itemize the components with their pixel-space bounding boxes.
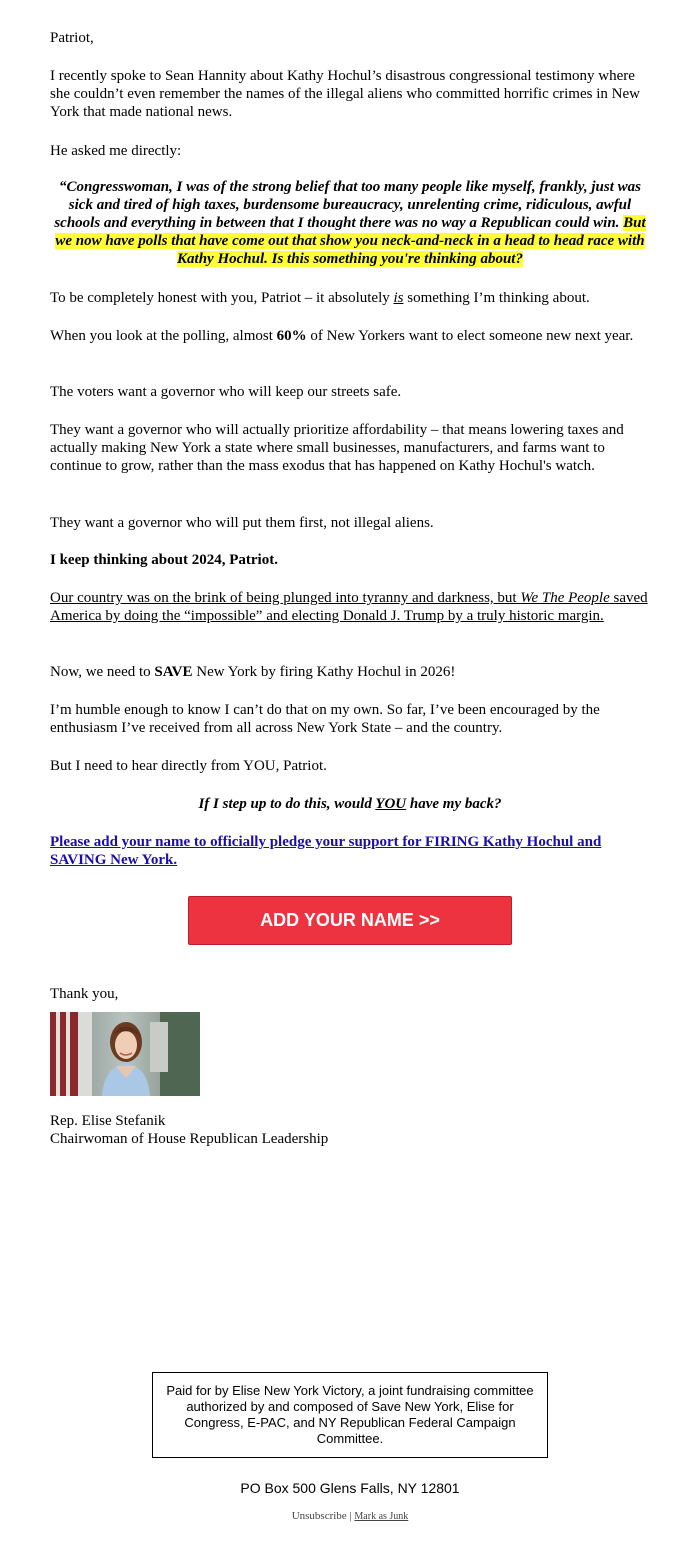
footer-links: [0, 1510, 700, 1522]
honest-emphasis: is: [393, 290, 404, 306]
footer-separator: |: [349, 1510, 352, 1522]
quote-highlight: But we now have polls that have come out that show you neck-and-neck in a head to head race with Kathy Hochul. Is this something you're thinking about?: [55, 215, 646, 267]
pledge-link[interactable]: Please add your name to officially pledge your support for FIRING Kathy Hochul and SAVING New York.: [50, 834, 602, 868]
signature-title: Chairwoman of House Republican Leadership: [50, 1131, 329, 1147]
mailing-address: PO Box 500 Glens Falls, NY 12801: [240, 1480, 460, 1496]
add-your-name-button[interactable]: ADD YOUR NAME >>: [188, 896, 512, 945]
quote-text: “Congresswoman, I was of the strong belief that too many people like myself, frankly, just was sick and tired of high taxes, burdensome bureaucracy, unrelenting crime, ridiculous, awful schools and everything in between that I thought there was no way a Republican could win.: [54, 179, 641, 231]
polling-percent: 60%: [276, 328, 307, 344]
paragraph-hear: But I need to hear directly from YOU, Patriot.: [50, 758, 327, 774]
paragraph-affordability: They want a governor who will actually prioritize affordability – that means lowering taxes and actually making New York a state where small businesses, manufacturers, and farms want to continue to grow, rather than the mass exodus that has happened on Kathy Hochul's watch.: [50, 422, 624, 474]
polling-text-a: When you look at the polling, almost: [50, 328, 273, 344]
save-bold: SAVE: [154, 664, 193, 680]
unsubscribe-link[interactable]: Unsubscribe: [291, 1510, 347, 1522]
paragraph-streets: The voters want a governor who will keep our streets safe.: [50, 384, 402, 400]
signature-block: [50, 1112, 650, 1148]
paragraph-humble: I’m humble enough to know I can’t do that on my own. So far, I’ve been encouraged by the enthusiasm I’ve received from all across New York State – and the country.: [50, 702, 600, 736]
hannity-quote: [52, 178, 648, 268]
paragraph-country: [50, 589, 650, 625]
ask-text-b: have my back?: [409, 796, 502, 812]
ask-text-a: If I step up to do this, would: [198, 796, 372, 812]
ask-line: [50, 795, 650, 813]
paragraph-hannity: I recently spoke to Sean Hannity about Kathy Hochul’s disastrous congressional testimony where she couldn’t even remember the names of the illegal aliens who committed horrific crimes in New York that made national news.: [50, 68, 640, 120]
country-text-a: Our country was on the brink of being plunged into tyranny and darkness, but: [50, 590, 517, 606]
paragraph-save: [50, 663, 650, 681]
country-text-b: saved America by doing the “impossible” and electing Donald J. Trump by a truly historic margin.: [50, 590, 648, 624]
polling-text-b: of New Yorkers want to elect someone new next year.: [310, 328, 634, 344]
country-emphasis: We The People: [520, 590, 610, 606]
portrait-image: [50, 1012, 200, 1096]
save-text-b: New York by firing Kathy Hochul in 2026!: [196, 664, 456, 680]
signature-photo: [50, 1012, 200, 1096]
paragraph-polling: [50, 327, 650, 345]
cta-paragraph: [50, 833, 650, 869]
save-text-a: Now, we need to: [50, 664, 151, 680]
paragraph-2024: I keep thinking about 2024, Patriot.: [50, 552, 278, 568]
greeting: Patriot,: [50, 30, 94, 46]
honest-text-b: something I’m thinking about.: [407, 290, 590, 306]
mark-as-junk-link[interactable]: Mark as Junk: [354, 1511, 409, 1522]
paragraph-honest: [50, 289, 650, 307]
paragraph-first: They want a governor who will put them first, not illegal aliens.: [50, 515, 434, 531]
signature-name: Rep. Elise Stefanik: [50, 1113, 166, 1129]
paragraph-asked: He asked me directly:: [50, 143, 182, 159]
paid-for-disclaimer: Paid for by Elise New York Victory, a joint fundraising committee authorized by and composed of Save New York, Elise for Congress, E-PAC, and NY Republican Federal Campaign Committee.: [152, 1372, 548, 1458]
honest-text-a: To be completely honest with you, Patriot – it absolutely: [50, 290, 390, 306]
ask-you: YOU: [375, 796, 407, 812]
signoff: Thank you,: [50, 986, 119, 1002]
